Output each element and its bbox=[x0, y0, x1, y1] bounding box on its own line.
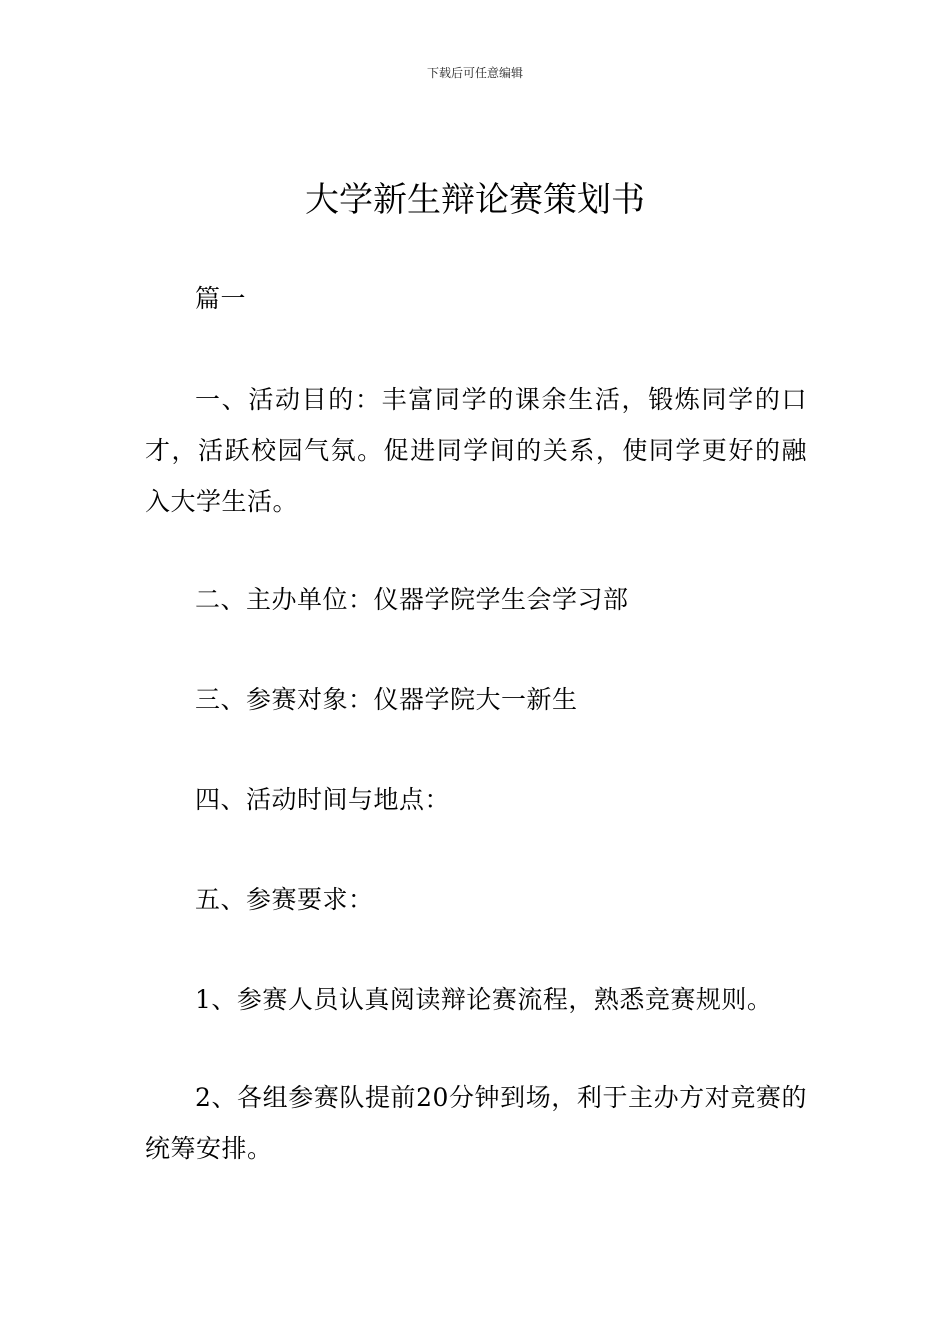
paragraph-activity-purpose: 一、活动目的：丰富同学的课余生活，锻炼同学的口才，活跃校园气氛。促进同学间的关系，使同学更好的融入大学生活。 bbox=[145, 385, 807, 516]
section-label: 篇一 bbox=[195, 284, 247, 313]
paragraph-participants: 三、参赛对象：仪器学院大一新生 bbox=[195, 685, 578, 714]
header-note: 下载后可任意编辑 bbox=[426, 66, 523, 80]
paragraph-time-location: 四、活动时间与地点： bbox=[195, 785, 451, 814]
paragraph-requirement-1: 1、参赛人员认真阅读辩论赛流程，熟悉竞赛规则。 bbox=[195, 985, 773, 1014]
document-title: 大学新生辩论赛策划书 bbox=[305, 180, 645, 220]
paragraph-requirement-2: 2、各组参赛队提前20分钟到场，利于主办方对竞赛的统筹安排。 bbox=[145, 1083, 807, 1163]
paragraph-requirements-heading: 五、参赛要求： bbox=[195, 885, 374, 914]
paragraph-organizer: 二、主办单位：仪器学院学生会学习部 bbox=[195, 585, 629, 614]
